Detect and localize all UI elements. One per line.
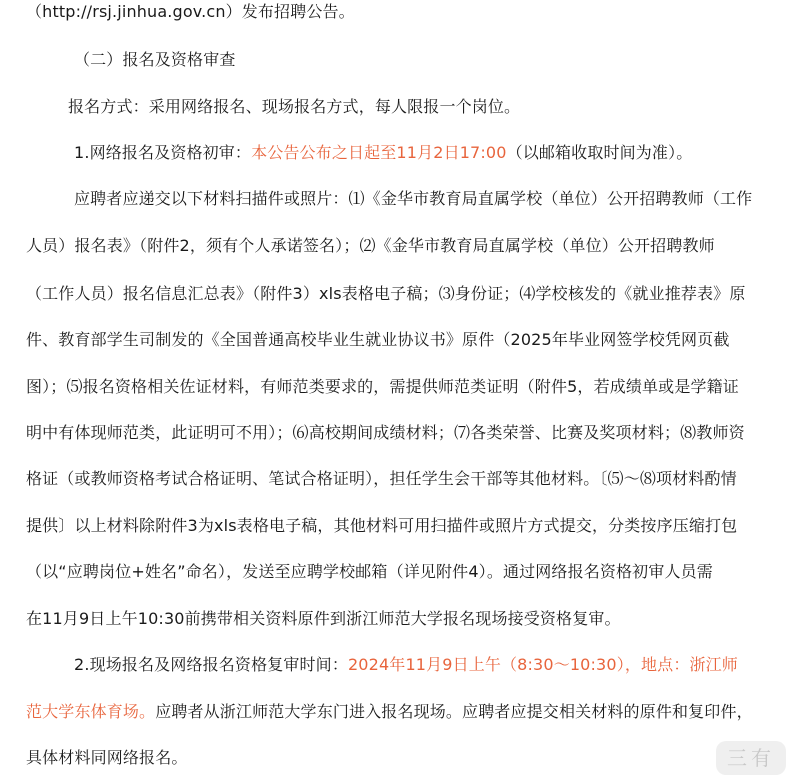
text-segment: 1.网络报名及资格初审： <box>74 143 252 162</box>
text-line <box>0 135 800 171</box>
watermark-badge: 三有 <box>716 741 786 775</box>
text-segment: 应聘者应递交以下材料扫描件或照片：⑴《金华市教育局直属学校（单位）公开招聘教师（工作 <box>74 189 753 208</box>
text-line <box>0 508 800 544</box>
text-segment: 明中有体现师范类，此证明可不用）；⑹高校期间成绩材料；⑺各类荣誉、比赛及奖项材料；⑻教师资 <box>26 423 745 442</box>
text-segment: 提供〕以上材料除附件3为xls表格电子稿，其他材料可用扫描件或照片方式提交，分类按序压缩打包 <box>26 516 738 535</box>
text-segment: 在11月9日上午10:30前携带相关资料原件到浙江师范大学报名现场接受资格复审。 <box>26 609 621 628</box>
text-segment: 人员）报名表》（附件2，须有个人承诺签名）；⑵《金华市教育局直属学校（单位）公开招聘教师 <box>26 236 715 255</box>
text-segment: （以“应聘岗位+姓名”命名），发送至应聘学校邮箱（详见附件4）。通过网络报名资格初审人员需 <box>26 562 713 581</box>
text-segment: 具体材料同网络报名。 <box>26 748 188 767</box>
text-line <box>0 181 800 217</box>
text-line <box>0 694 800 730</box>
text-segment: （工作人员）报名信息汇总表》（附件3）xls表格电子稿；⑶身份证；⑷学校核发的《就业推荐表》原 <box>26 284 746 303</box>
text-line <box>0 42 800 78</box>
text-line <box>0 647 800 683</box>
text-segment: （二）报名及资格审查 <box>74 50 236 69</box>
text-line <box>0 369 800 405</box>
text-line <box>0 461 800 497</box>
text-segment: 件、教育部学生司制发的《全国普通高校毕业生就业协议书》原件（2025年毕业网签学校凭网页截 <box>26 330 730 349</box>
text-segment: 图）；⑸报名资格相关佐证材料，有师范类要求的，需提供师范类证明（附件5，若成绩单或是学籍证 <box>26 377 739 396</box>
text-line <box>0 554 800 590</box>
highlight-text: 范大学东体育场。 <box>26 702 156 721</box>
text-line <box>0 89 800 125</box>
highlight-text: 本公告公布之日起至11月2日17:00 <box>251 143 507 162</box>
text-segment: 应聘者从浙江师范大学东门进入报名现场。应聘者应提交相关材料的原件和复印件， <box>155 702 753 721</box>
text-segment: （以邮箱收取时间为准）。 <box>506 143 693 162</box>
text-line <box>0 276 800 312</box>
text-segment: 格证（或教师资格考试合格证明、笔试合格证明），担任学生会干部等其他材料。〔⑸～⑻项材料酌情 <box>26 469 737 488</box>
text-segment: （http://rsj.jinhua.gov.cn）发布招聘公告。 <box>26 2 355 21</box>
highlight-text: 2024年11月9日上午（8:30～10:30），地点：浙江师 <box>347 655 738 674</box>
text-segment: 报名方式：采用网络报名、现场报名方式，每人限报一个岗位。 <box>68 97 521 116</box>
text-line <box>0 601 800 637</box>
text-line <box>0 322 800 358</box>
text-segment: 2.现场报名及网络报名资格复审时间： <box>74 655 348 674</box>
text-line <box>0 740 800 776</box>
text-line <box>0 415 800 451</box>
text-line <box>0 0 800 30</box>
text-line <box>0 228 800 264</box>
